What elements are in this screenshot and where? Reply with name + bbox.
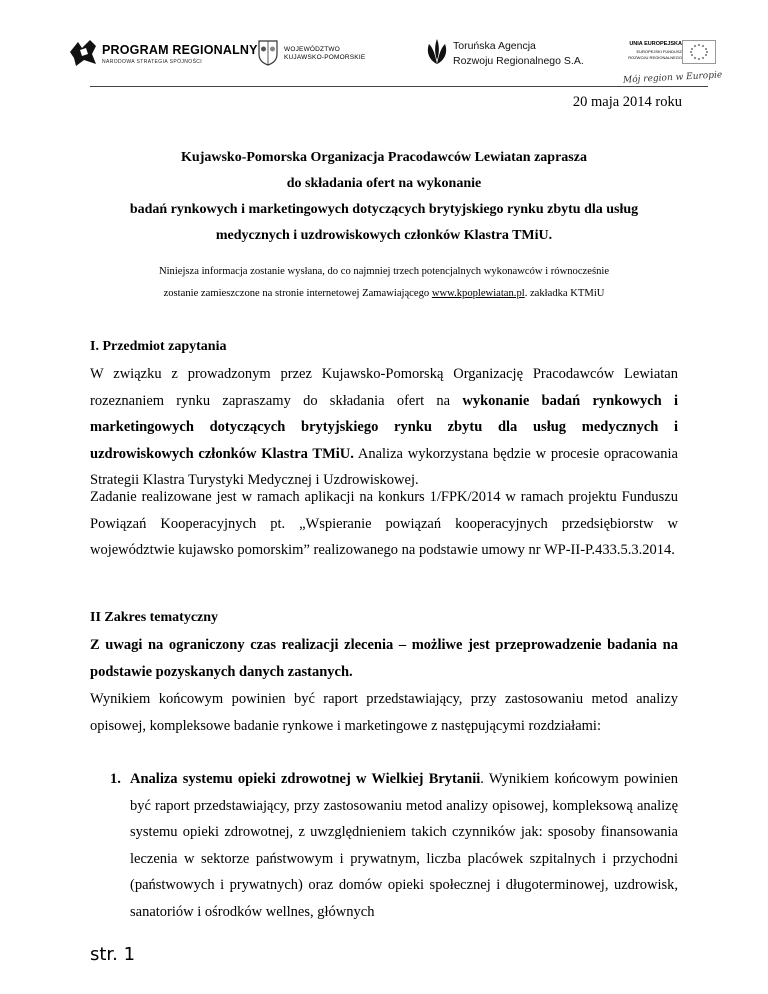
section1-para1-text: W związku z prowadzonym przez Kujawsko-Pomorską Organizację Pracodawców Lewiatan rozeznaniem rynku zapraszamy do składania ofert na	[90, 366, 678, 409]
document-title	[90, 145, 678, 249]
eu-line3: ROZWOJU REGIONALNEGO	[628, 55, 682, 60]
list-item-number: 1.	[110, 771, 121, 787]
logo-header	[0, 0, 768, 98]
section2-heading: II Zakres tematyczny	[90, 610, 219, 625]
document-date: 20 maja 2014 roku	[572, 94, 682, 110]
program-regionalny-logo	[68, 38, 258, 72]
section2-bold-paragraph: Z uwagi na ograniczony czas realizacji zlecenia – możliwe jest przeprowadzenie badania na podstawie pozyskanych danych zastanych.	[90, 637, 678, 680]
website-link[interactable]: www.kpoplewiatan.pl	[431, 288, 525, 299]
torunska-line2: Rozwoju Regionalnego S.A.	[453, 55, 584, 67]
crest-icon	[258, 40, 278, 66]
info-line1: Niniejsza informacja zostanie wysłana, do co najmniej trzech potencjalnych wykonawców i równocześnie	[158, 266, 610, 277]
wojewodztwo-line2: KUJAWSKO-POMORSKIE	[284, 54, 366, 61]
list-item-text	[130, 766, 678, 925]
torunska-line1: Toruńska Agencja	[453, 40, 536, 52]
torunska-agencja-logo	[425, 36, 584, 72]
section1-para1-suffix: Analiza wykorzystana będzie w procesie opracowania Strategii Klastra Turystyki Medycznej i Uzdrowiskowej.	[90, 445, 678, 488]
leaf-mark-icon	[425, 38, 449, 66]
list-item-body: . Wynikiem końcowym powinien być raport przedstawiający, przy zastosowaniu metod analizy opisowej, kompleksową analizę systemu opieki zdrowotnej, z uwzględnieniem takich czynników jak: sposoby finansowania leczenia w sektorze państwowym i prywatnym, liczba placówek szpitalnych i przychodni (państwowych i prywatnych) oraz domów opieki społecznej i długoterminowej, uzdrowisk, sanatoriów i ośrodków wellnes, głównych	[130, 771, 678, 920]
eu-motto: Mój region w Europie	[622, 70, 723, 86]
title-line: medycznych i uzdrowiskowych członków Klastra TMiU.	[215, 228, 553, 243]
info-line2	[90, 283, 678, 305]
wojewodztwo-line1: WOJEWÓDZTWO	[284, 46, 340, 53]
list-item	[110, 766, 678, 925]
title-line: do składania ofert na wykonanie	[286, 176, 482, 191]
section1-paragraph2: Zadanie realizowane jest w ramach aplikacji na konkurs 1/FPK/2014 w ramach projektu Funduszu Powiązań Kooperacyjnych pt. „Wspieranie powiązań kooperacyjnych przedsiębiorstw w województwie kujawsko pomorskim” realizowanego na podstawie umowy nr WP-II-P.433.5.3.2014.	[90, 489, 678, 558]
section1-para1-bold: wykonanie badań rynkowych i marketingowych dotyczących brytyjskiego rynku zbytu dla usług medycznych i uzdrowiskowych członków Klastra TMiU.	[90, 392, 679, 462]
wojewodztwo-logo	[258, 40, 368, 70]
eu-flag-icon	[682, 40, 716, 64]
section1-heading: I. Przedmiot zapytania	[90, 339, 227, 354]
info-line2-suffix: . zakładka KTMiU	[524, 288, 605, 299]
eu-line1: UNIA EUROPEJSKA	[629, 41, 682, 47]
page-number: str. 1	[90, 944, 136, 965]
distribution-info	[90, 261, 678, 305]
eu-line2: EUROPEJSKI FUNDUSZ	[636, 49, 682, 54]
info-line2-text: zostanie zamieszczone na stronie internetowej Zamawiającego	[163, 288, 432, 299]
program-regionalny-title: PROGRAM REGIONALNY	[102, 43, 258, 57]
program-regionalny-subtitle: NARODOWA STRATEGIA SPÓJNOŚCI	[102, 59, 203, 65]
section2-paragraph: Wynikiem końcowym powinien być raport przedstawiający, przy zastosowaniu metod analizy opisowej, kompleksowe badanie rynkowe i marketingowe z następującymi rozdziałami:	[90, 691, 678, 734]
section1-paragraph1	[90, 361, 678, 494]
program-regionalny-mark-icon	[68, 38, 98, 68]
list-item-bold: Analiza systemu opieki zdrowotnej w Wielkiej Brytanii	[130, 771, 481, 787]
title-line: badań rynkowych i marketingowych dotyczących brytyjskiego rynku zbytu dla usług	[129, 202, 639, 217]
title-line: Kujawsko-Pomorska Organizacja Pracodawców Lewiatan zaprasza	[181, 150, 587, 165]
header-divider	[90, 86, 708, 87]
